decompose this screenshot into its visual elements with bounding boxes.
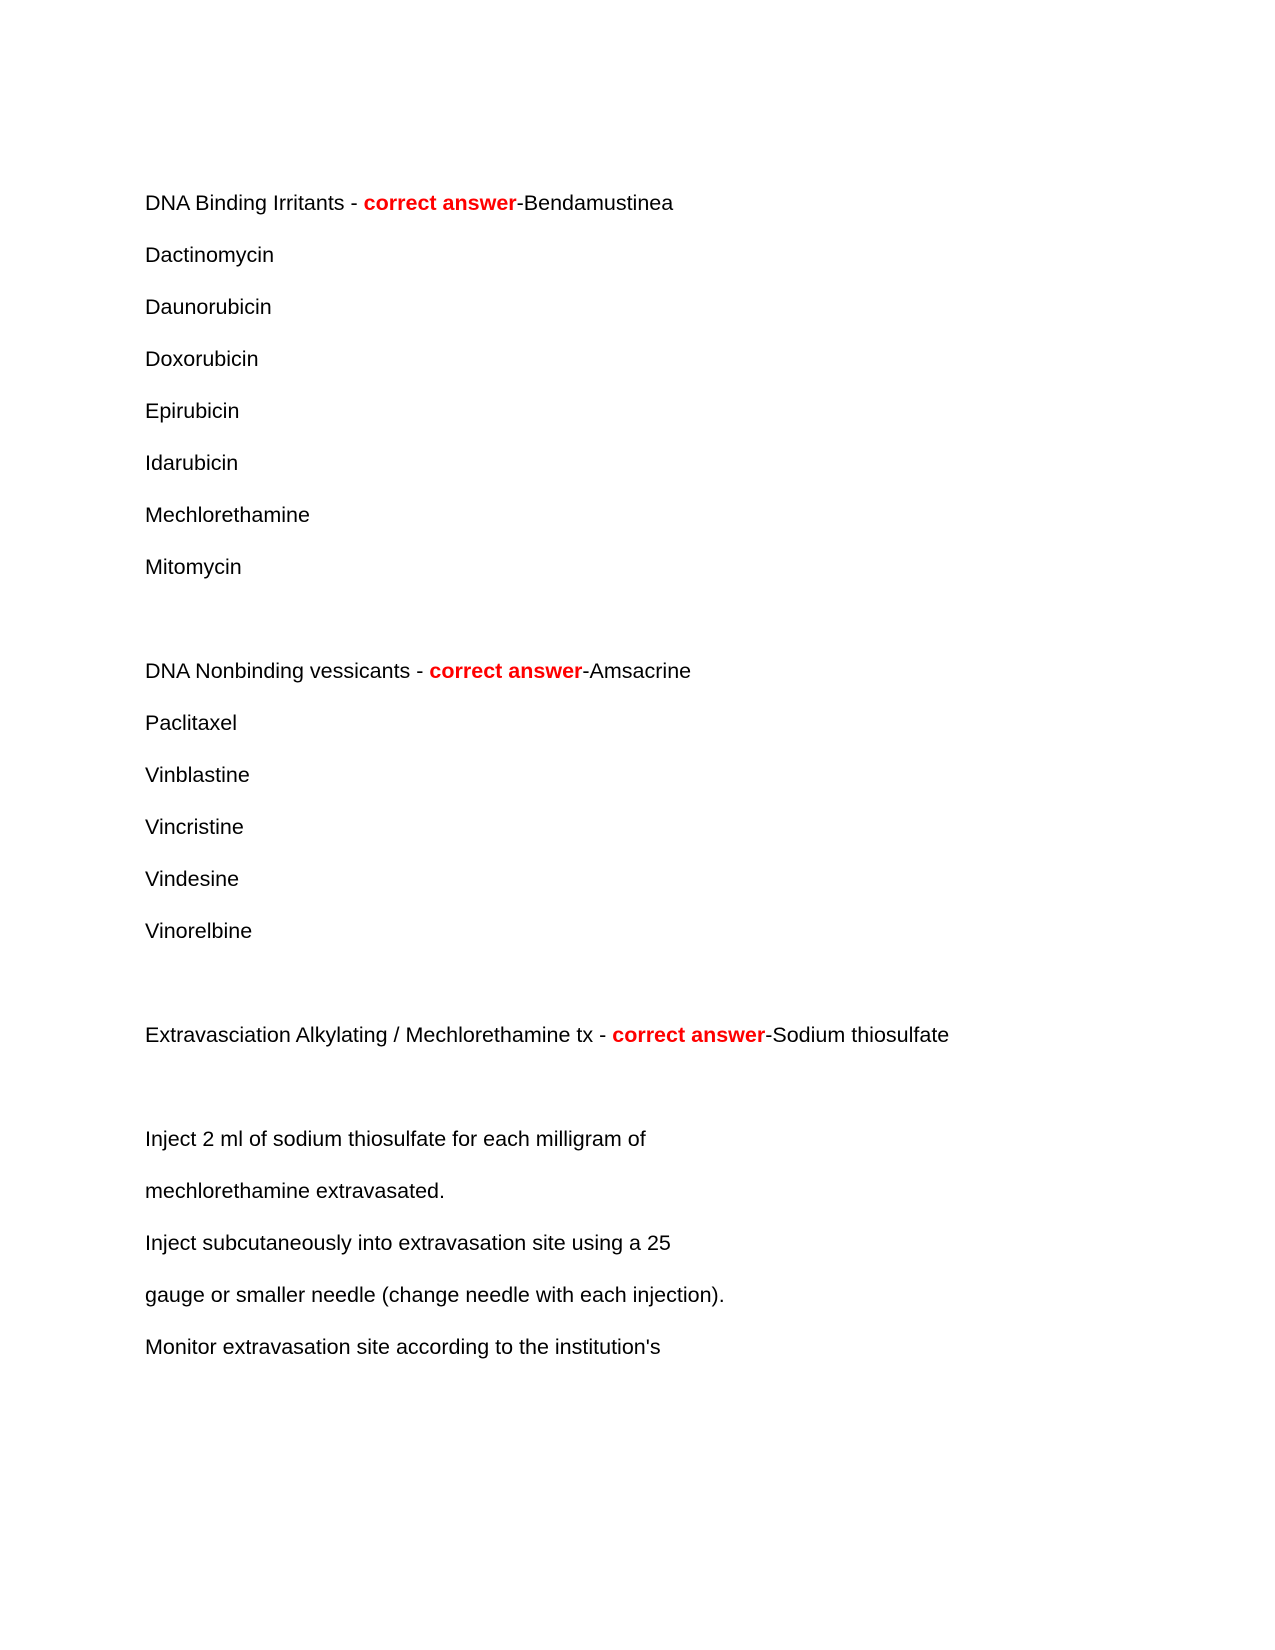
correct-answer-marker: correct answer: [612, 1023, 766, 1047]
document-body: [145, 184, 1005, 1367]
question-text: Extravasciation Alkylating / Mechlorethamine tx -: [145, 1023, 613, 1047]
document-line: Dactinomycin: [145, 243, 275, 267]
document-line: Monitor extravasation site according to the institution's: [145, 1335, 661, 1359]
correct-answer-marker: correct answer: [429, 659, 583, 683]
question-answer-line: [145, 184, 1005, 223]
correct-answer-marker: correct answer: [363, 191, 517, 215]
document-line: Mitomycin: [145, 555, 242, 579]
document-line: Vindesine: [145, 867, 240, 891]
document-line: Doxorubicin: [145, 347, 259, 371]
document-line: Inject subcutaneously into extravasation site using a 25: [145, 1231, 671, 1255]
document-line: Epirubicin: [145, 399, 240, 423]
document-line: Mechlorethamine: [145, 503, 310, 527]
document-line: Paclitaxel: [145, 711, 238, 735]
answer-text: -Sodium thiosulfate: [765, 1023, 950, 1047]
blank-line: [145, 600, 1005, 639]
document-line: Inject 2 ml of sodium thiosulfate for each milligram of: [145, 1127, 646, 1151]
question-answer-line: [145, 652, 1005, 691]
document-line: Idarubicin: [145, 451, 239, 475]
answer-text: -Bendamustinea: [516, 191, 674, 215]
question-answer-line: [145, 1016, 1005, 1055]
question-text: DNA Nonbinding vessicants -: [145, 659, 430, 683]
blank-line: [145, 1068, 1005, 1107]
blank-line: [145, 964, 1005, 1003]
question-text: DNA Binding Irritants -: [145, 191, 364, 215]
document-line: Vinorelbine: [145, 919, 253, 943]
document-line: Daunorubicin: [145, 295, 272, 319]
answer-text: -Amsacrine: [582, 659, 692, 683]
document-line: gauge or smaller needle (change needle with each injection).: [145, 1283, 725, 1307]
document-line: mechlorethamine extravasated.: [145, 1179, 445, 1203]
document-line: Vinblastine: [145, 763, 250, 787]
document-line: Vincristine: [145, 815, 244, 839]
